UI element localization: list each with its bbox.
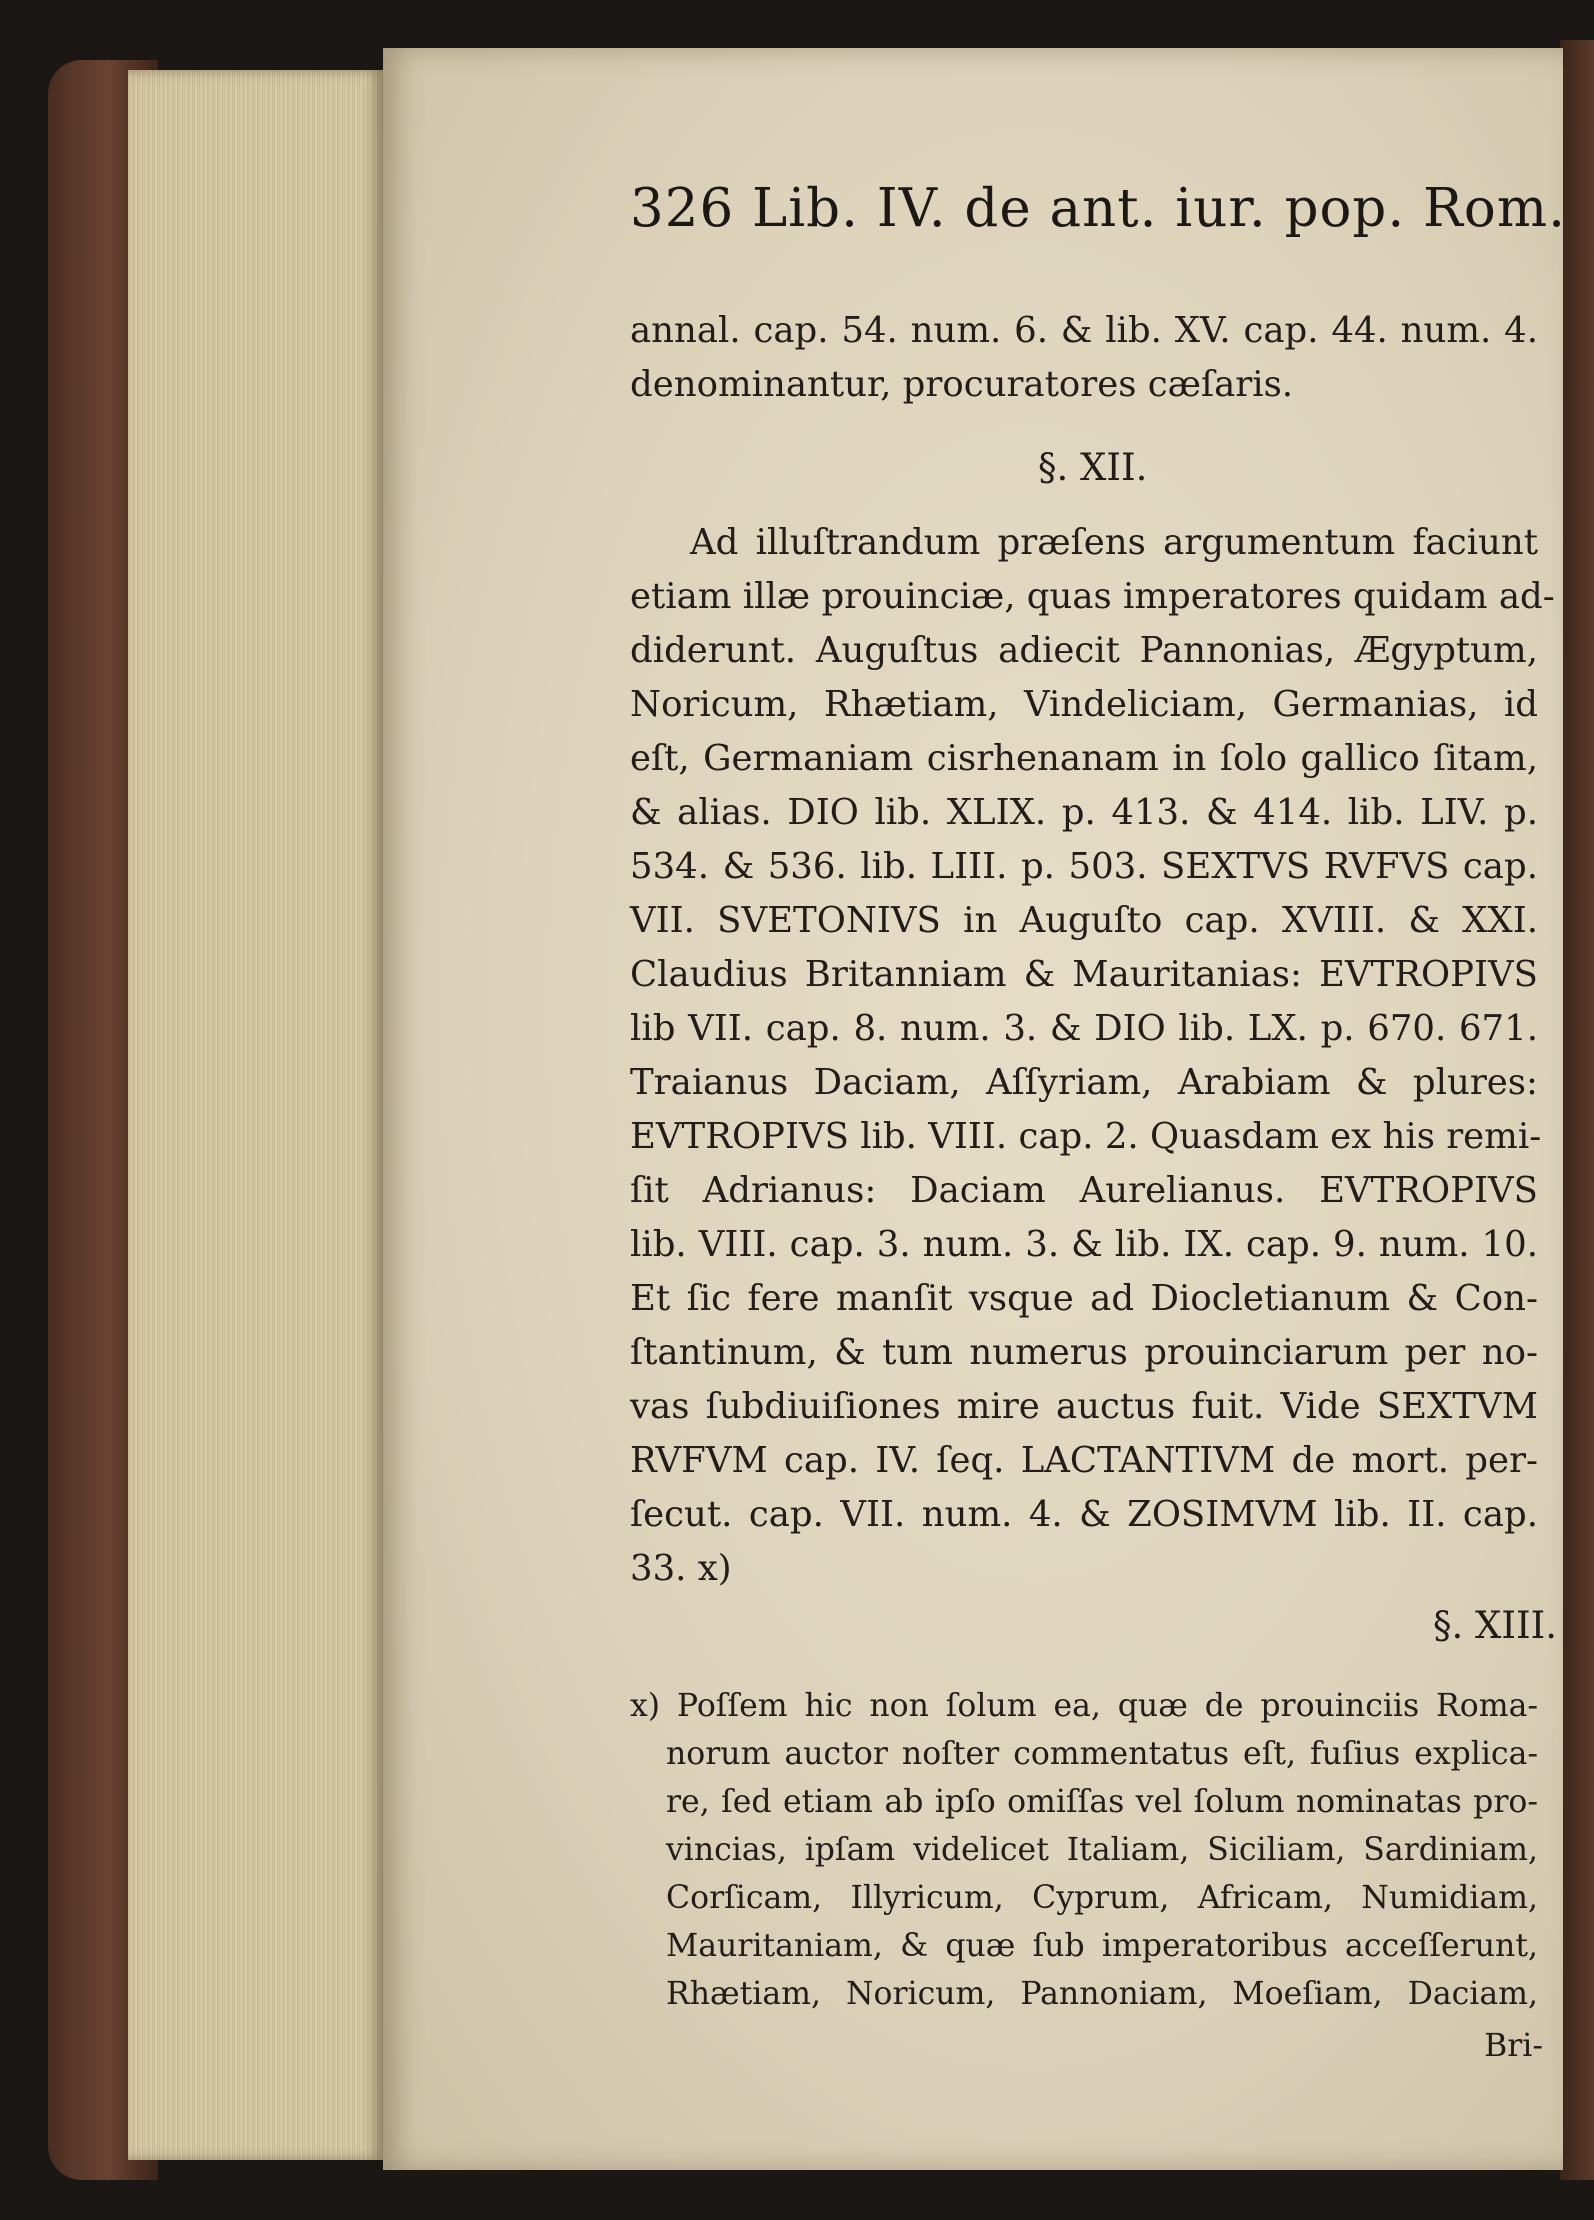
body-line-16: lib. VIII. cap. 3. num. 3. & lib. IX. cap. 9. num. 10. [630, 1224, 1538, 1265]
body-line-19: vas ſubdiuiſiones mire auctus fuit. Vide SEXTVM [630, 1386, 1538, 1427]
section-heading-13: §. XIII. [1433, 1604, 1557, 1647]
body-line-6: Noricum, Rhætiam, Vindeliciam, Germanias, id [630, 684, 1538, 725]
footnote-line-4: vincias, ipſam videlicet Italiam, Siciliam, Sardiniam, [666, 1832, 1538, 1868]
body-line-18: ſtantinum, & tum numerus prouinciarum per no- [630, 1332, 1538, 1373]
footnote-line-5: Corſicam, Illyricum, Cyprum, Africam, Numidiam, [666, 1880, 1538, 1916]
body-line-7: eſt, Germaniam cisrhenanam in ſolo gallico ſitam, [630, 738, 1538, 779]
body-line-4: etiam illæ prouinciæ, quas imperatores quidam ad- [630, 576, 1555, 617]
body-line-17: Et ſic fere manſit vsque ad Diocletianum & Con- [630, 1278, 1538, 1319]
running-header: 326 Lib. IV. de ant. iur. pop. Rom. [630, 178, 1566, 239]
body-line-1: annal. cap. 54. num. 6. & lib. XV. cap. 44. num. 4. [630, 310, 1538, 351]
catchword: Bri- [1484, 2028, 1543, 2064]
book-cover-right [1560, 40, 1594, 2180]
page-edges [128, 70, 383, 2160]
section-heading-12: §. XII. [1038, 446, 1148, 489]
body-line-3: Ad illuſtrandum præſens argumentum faciunt [690, 522, 1538, 563]
footnote-line-7: Rhætiam, Noricum, Pannoniam, Moeſiam, Daciam, [666, 1976, 1538, 2012]
body-line-22: 33. x) [630, 1548, 732, 1589]
book-page [383, 48, 1566, 2170]
body-line-12: lib VII. cap. 8. num. 3. & DIO lib. LX. p. 670. 671. [630, 1008, 1538, 1049]
footnote-line-2: norum auctor noſter commentatus eſt, fuſius explica- [666, 1736, 1538, 1772]
body-line-2: denominantur, procuratores cæſaris. [630, 364, 1294, 405]
body-line-10: VII. SVETONIVS in Auguſto cap. XVIII. & XXI. [630, 900, 1538, 941]
body-line-21: ſecut. cap. VII. num. 4. & ZOSIMVM lib. II. cap. [630, 1494, 1538, 1535]
body-line-20: RVFVM cap. IV. ſeq. LACTANTIVM de mort. per- [630, 1440, 1538, 1481]
footnote-line-1: x) Poſſem hic non ſolum ea, quæ de prouinciis Roma- [630, 1688, 1538, 1724]
body-line-9: 534. & 536. lib. LIII. p. 503. SEXTVS RVFVS cap. [630, 846, 1538, 887]
footnote-line-3: re, ſed etiam ab ipſo omiſſas vel ſolum nominatas pro- [666, 1784, 1538, 1820]
footnote-line-6: Mauritaniam, & quæ ſub imperatoribus acceſſerunt, [666, 1928, 1538, 1964]
body-line-15: ſit Adrianus: Daciam Aurelianus. EVTROPIVS [630, 1170, 1538, 1211]
body-line-8: & alias. DIO lib. XLIX. p. 413. & 414. lib. LIV. p. [630, 792, 1538, 833]
body-line-5: diderunt. Auguſtus adiecit Pannonias, Ægyptum, [630, 630, 1538, 671]
body-line-11: Claudius Britanniam & Mauritanias: EVTROPIVS [630, 954, 1538, 995]
body-line-13: Traianus Daciam, Aſſyriam, Arabiam & plures: [630, 1062, 1538, 1103]
body-line-14: EVTROPIVS lib. VIII. cap. 2. Quasdam ex his remi- [630, 1116, 1542, 1157]
